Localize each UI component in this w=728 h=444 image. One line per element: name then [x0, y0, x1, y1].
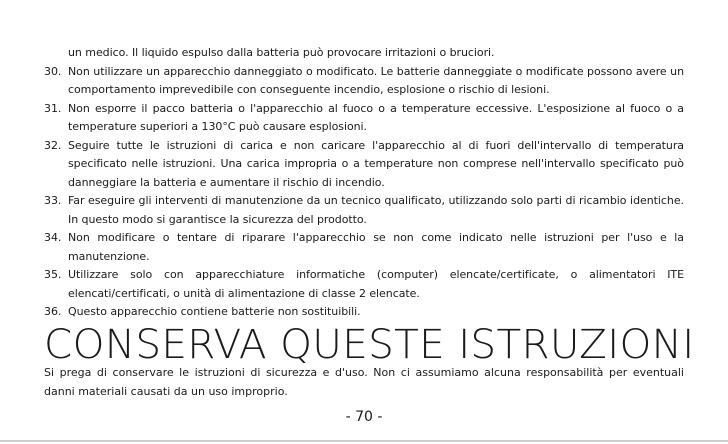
item-number: 32. [44, 138, 62, 152]
list-item [44, 100, 684, 137]
item-text: Questo apparecchio contiene batterie non sostituibili. [68, 305, 361, 318]
item-text: Non utilizzare un apparecchio danneggiato o modificato. Le batterie danneggiate o modificate possono avere un comportamento imprevedibile con conseguente incendio, esplosione o rischio di lesioni. [68, 64, 684, 96]
item-text: Non modificare o tentare di riparare l'apparecchio se non come indicato nelle istruzioni per l'uso e la manutenzione. [68, 231, 684, 263]
item-text: Utilizzare solo con apparecchiature informatiche (computer) elencate/certificate, o alimentatori ITE elencati/certificati, o unità di alimentazione di classe 2 elencate. [68, 268, 684, 300]
list-item [44, 192, 684, 229]
bottom-divider [0, 440, 728, 442]
item-text: Non esporre il pacco batteria o l'apparecchio al fuoco o a temperature eccessive. L'esposizione al fuoco o a temperature superiori a 130°C può causare esplosioni. [68, 101, 684, 133]
safety-instructions-list [44, 44, 684, 322]
continued-item-text: un medico. Il liquido espulso dalla batteria può provocare irritazioni o bruciori. [68, 46, 495, 59]
item-text: Far eseguire gli interventi di manutenzione da un tecnico qualificato, utilizzando solo parti di ricambio identiche. In questo modo si garantisce la sicurezza del prodotto. [68, 194, 684, 226]
item-number: 36. [44, 305, 62, 318]
disclaimer-paragraph: Si prega di conservare le istruzioni di sicurezza e d'uso. Non ci assumiamo alcuna responsabilità per eventuali danni materiali causati da un uso improprio. [44, 366, 684, 398]
item-number: 35. [44, 268, 62, 281]
item-number: 30. [44, 64, 62, 78]
list-item [44, 266, 684, 303]
item-number: 33. [44, 194, 62, 207]
section-heading: CONSERVA QUESTE ISTRUZIONI [44, 320, 695, 368]
page-number: - 70 - [345, 409, 383, 425]
list-item [44, 229, 684, 266]
list-item [44, 63, 684, 100]
list-item [44, 303, 684, 322]
item-text: Seguire tutte le istruzioni di carica e non caricare l'apparecchio al di fuori dell'intervallo di temperatura specificato nelle istruzioni. Una carica impropria o a temperature non comprese nell'intervallo specificato può danneggiare la batteria e aumentare il rischio di incendio. [68, 138, 684, 189]
item-number: 34. [44, 231, 62, 244]
item-number: 31. [44, 101, 62, 115]
list-item [44, 137, 684, 193]
